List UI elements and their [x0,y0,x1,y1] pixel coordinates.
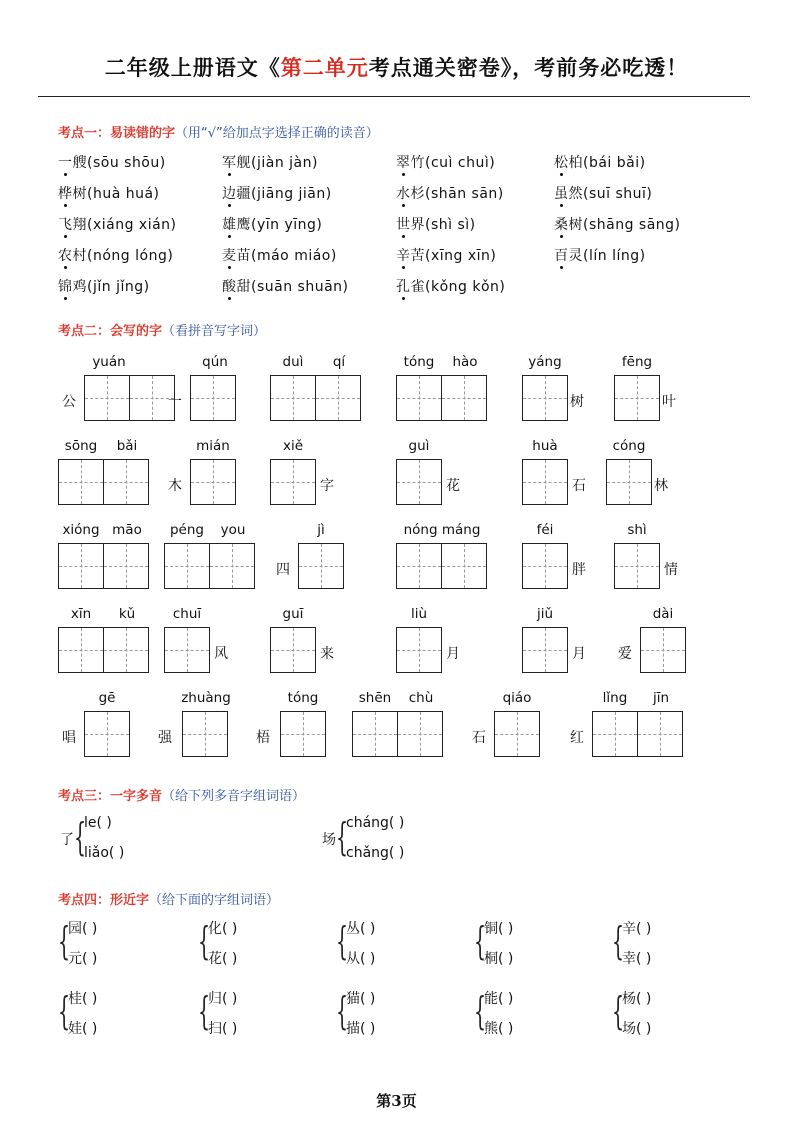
given-char: 月 [446,646,460,662]
given-char: 林 [654,478,668,494]
pinyin: sōng [64,438,98,454]
reading-item[interactable]: 边疆(jiāng jiān) [222,186,332,202]
pinyin: péng [169,522,204,538]
reading-item[interactable]: 翠竹(cuì chuì) [396,155,496,171]
pinyin: lǐng [602,690,628,706]
similar-char-blank[interactable]: 熊( ) [484,1021,514,1037]
brace: { [612,989,625,1033]
reading-item[interactable]: 虽然(suī shuī) [554,186,653,202]
writing-grid[interactable] [592,711,683,757]
section-1-heading: 考点一：易读错的字（用“√”给加点字选择正确的读音） [58,126,379,141]
brace: { [74,815,87,859]
emphasis-dot [402,235,405,238]
reading-item[interactable]: 农村(nóng lóng) [58,248,174,264]
reading-item[interactable]: 水杉(shān sān) [396,186,504,202]
given-char: 四 [276,562,290,578]
brace: { [58,919,71,963]
similar-char-blank[interactable]: 花( ) [208,951,238,967]
similar-char-blank[interactable]: 描( ) [346,1021,376,1037]
reading-item[interactable]: 桑树(shāng sāng) [554,217,681,233]
given-char: 公 [62,394,76,410]
pinyin: hào [452,354,478,370]
reading-item[interactable]: 飞翔(xiáng xián) [58,217,177,233]
pinyin: dài [652,606,674,622]
writing-grid[interactable] [352,711,443,757]
pinyin: duì [282,354,304,370]
pinyin: xiě [282,438,304,454]
writing-grid[interactable] [396,375,487,421]
pinyin: zhuàng [181,690,231,706]
similar-char-blank[interactable]: 园( ) [68,921,98,937]
emphasis-dot [228,235,231,238]
reading-item[interactable]: 一艘(sōu shōu) [58,155,166,171]
emphasis-dot [560,266,563,269]
brace: { [336,989,349,1033]
given-char: 木 [168,478,182,494]
emphasis-dot [64,173,67,176]
writing-grid[interactable] [396,627,442,673]
brace: { [198,919,211,963]
writing-grid[interactable] [164,627,210,673]
polyphone-char: 场 [322,832,336,848]
brace: { [336,815,349,859]
writing-grid[interactable] [280,711,326,757]
similar-char-blank[interactable]: 从( ) [346,951,376,967]
given-char: 情 [664,562,678,578]
reading-item[interactable]: 麦苗(máo miáo) [222,248,337,264]
given-char: 字 [320,478,334,494]
similar-char-blank[interactable]: 桐( ) [484,951,514,967]
given-char: 胖 [572,562,586,578]
emphasis-dot [64,266,67,269]
polyphone-blank[interactable]: chǎng( ) [346,845,405,861]
pinyin: guì [408,438,430,454]
emphasis-dot [402,173,405,176]
pinyin: shì [627,522,647,538]
pinyin: jì [317,522,325,538]
writing-grid[interactable] [396,543,487,589]
pinyin: bǎi [116,438,138,454]
reading-item[interactable]: 锦鸡(jǐn jǐng) [58,279,150,295]
similar-char-blank[interactable]: 能( ) [484,991,514,1007]
pinyin: xióng [62,522,100,538]
emphasis-dot [228,204,231,207]
pinyin: qí [332,354,346,370]
emphasis-dot [402,297,405,300]
reading-item[interactable]: 辛苦(xīng xīn) [396,248,497,264]
pinyin: liù [410,606,428,622]
emphasis-dot [64,297,67,300]
pinyin: you [220,522,246,538]
given-char: 强 [158,730,172,746]
polyphone-blank[interactable]: cháng( ) [346,815,405,831]
similar-char-blank[interactable]: 辛( ) [622,921,652,937]
writing-grid[interactable] [614,543,660,589]
pinyin: jiǔ [536,606,554,622]
given-char: 树 [570,394,584,410]
emphasis-dot [402,266,405,269]
title-divider [38,96,750,97]
given-char: 梧 [256,730,270,746]
writing-grid[interactable] [396,459,442,505]
pinyin: qiáo [502,690,532,706]
writing-grid[interactable] [522,375,568,421]
reading-item[interactable]: 百灵(lín líng) [554,248,646,264]
reading-item[interactable]: 桦树(huà huá) [58,186,160,202]
pinyin: chuī [172,606,202,622]
similar-char-blank[interactable]: 猫( ) [346,991,376,1007]
pinyin: gē [98,690,116,706]
writing-grid[interactable] [182,711,228,757]
writing-grid[interactable] [190,459,236,505]
pinyin: kǔ [118,606,136,622]
writing-grid[interactable] [522,543,568,589]
pinyin: yuán [92,354,126,370]
given-char: 一 [168,394,182,410]
pinyin: huà [532,438,558,454]
brace: { [198,989,211,1033]
emphasis-dot [228,173,231,176]
writing-grid[interactable] [614,375,660,421]
pinyin: chù [408,690,434,706]
emphasis-dot [64,204,67,207]
pinyin: féi [536,522,554,538]
polyphone-blank[interactable]: le( ) [84,815,112,831]
given-char: 红 [570,730,584,746]
section-2-heading: 考点二：会写的字（看拼音写字词） [58,324,267,339]
page-title: 二年级上册语文《第二单元考点通关密卷》，考前务必吃透！ [104,55,689,80]
writing-grid[interactable] [58,459,149,505]
pinyin: xīn [70,606,92,622]
emphasis-dot [560,235,563,238]
writing-grid[interactable] [270,627,316,673]
writing-grid[interactable] [522,459,568,505]
section-3-heading: 考点三：一字多音（给下列多音字组词语） [58,789,306,804]
writing-grid[interactable] [270,375,361,421]
emphasis-dot [64,235,67,238]
similar-char-blank[interactable]: 桂( ) [68,991,98,1007]
brace: { [58,989,71,1033]
writing-grid[interactable] [640,627,686,673]
writing-grid[interactable] [606,459,652,505]
emphasis-dot [402,204,405,207]
brace: { [474,989,487,1033]
emphasis-dot [228,297,231,300]
reading-item[interactable]: 孔雀(kǒng kǒn) [396,279,506,295]
reading-item[interactable]: 松柏(bái bǎi) [554,155,646,171]
similar-char-blank[interactable]: 归( ) [208,991,238,1007]
pinyin: yáng [528,354,562,370]
given-char: 月 [572,646,586,662]
reading-item[interactable]: 世界(shì sì) [396,217,476,233]
given-char: 叶 [662,394,676,410]
given-char: 唱 [62,730,76,746]
reading-item[interactable]: 酸甜(suān shuān) [222,279,349,295]
writing-grid[interactable] [190,375,236,421]
reading-item[interactable]: 雄鹰(yīn yīng) [222,217,323,233]
given-char: 石 [472,730,486,746]
similar-char-blank[interactable]: 铜( ) [484,921,514,937]
pinyin: tóng [287,690,319,706]
emphasis-dot [560,173,563,176]
pinyin: fēng [621,354,653,370]
similar-char-blank[interactable]: 元( ) [68,951,98,967]
given-char: 爱 [618,646,632,662]
writing-grid[interactable] [84,375,175,421]
pinyin: cóng [612,438,646,454]
pinyin: māo [112,522,142,538]
brace: { [612,919,625,963]
given-char: 花 [446,478,460,494]
emphasis-dot [560,204,563,207]
similar-char-blank[interactable]: 娃( ) [68,1021,98,1037]
brace: { [336,919,349,963]
pinyin: tóng [403,354,435,370]
given-char: 风 [214,646,228,662]
polyphone-char: 了 [60,832,74,848]
section-4-heading: 考点四：形近字（给下面的字组词语） [58,893,280,908]
writing-grid[interactable] [84,711,130,757]
similar-char-blank[interactable]: 化( ) [208,921,238,937]
pinyin: nóng máng [403,522,481,538]
given-char: 来 [320,646,334,662]
writing-grid[interactable] [164,543,255,589]
given-char: 石 [572,478,586,494]
writing-grid[interactable] [494,711,540,757]
writing-grid[interactable] [58,543,149,589]
similar-char-blank[interactable]: 丛( ) [346,921,376,937]
pinyin: jīn [652,690,670,706]
similar-char-blank[interactable]: 杨( ) [622,991,652,1007]
writing-grid[interactable] [522,627,568,673]
writing-grid[interactable] [298,543,344,589]
writing-grid[interactable] [270,459,316,505]
similar-char-blank[interactable]: 场( ) [622,1021,652,1037]
pinyin: guī [282,606,304,622]
reading-item[interactable]: 军舰(jiàn jàn) [222,155,318,171]
page-number: 第3页 [376,1092,417,1110]
writing-grid[interactable] [58,627,149,673]
similar-char-blank[interactable]: 幸( ) [622,951,652,967]
pinyin: qún [202,354,228,370]
pinyin: mián [196,438,230,454]
emphasis-dot [228,266,231,269]
polyphone-blank[interactable]: liǎo( ) [84,845,125,861]
brace: { [474,919,487,963]
similar-char-blank[interactable]: 扫( ) [208,1021,238,1037]
pinyin: shēn [358,690,392,706]
